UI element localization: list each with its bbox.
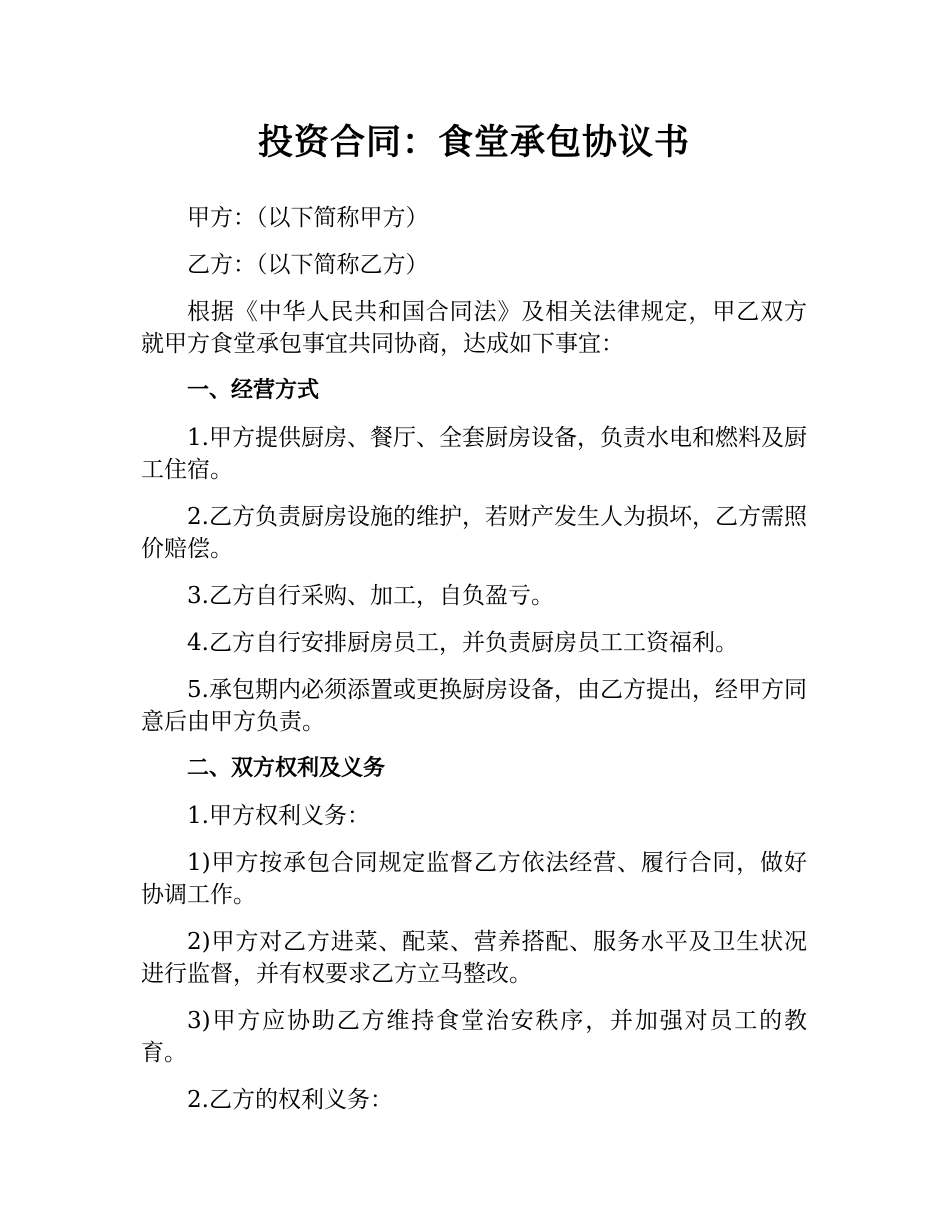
clause-2-1: 1.甲方权利义务： [187,803,370,829]
clause-2-1-1: 1)甲方按承包合同规定监督乙方依法经营、履行合同，做好协调工作。 [141,850,807,908]
section-heading-rights-obligations: 二、双方权利及义务 [187,756,386,781]
preamble-paragraph: 根据《中华人民共和国合同法》及相关法律规定，甲乙双方就甲方食堂承包事宜共同协商，达成如下事宜： [141,299,807,357]
document-body [141,112,807,1131]
clause-1-1: 1.甲方提供厨房、餐厅、全套厨房设备，负责水电和燃料及厨工住宿。 [141,425,807,483]
party-b-line: 乙方：（以下简称乙方） [187,252,429,278]
clause-1-2: 2.乙方负责厨房设施的维护，若财产发生人为损坏，乙方需照价赔偿。 [141,504,807,562]
clause-1-3: 3.乙方自行采购、加工，自负盈亏。 [187,583,554,609]
clause-1-4: 4.乙方自行安排厨房员工，并负责厨房员工工资福利。 [187,630,738,656]
clause-2-1-2: 2)甲方对乙方进菜、配菜、营养搭配、服务水平及卫生状况进行监督，并有权要求乙方立马整改。 [141,929,807,987]
clause-1-5: 5.承包期内必须添置或更换厨房设备，由乙方提出，经甲方同意后由甲方负责。 [141,677,807,735]
document-title: 投资合同：食堂承包协议书 [257,123,690,163]
party-a-line: 甲方：（以下简称甲方） [187,205,429,231]
clause-2-2: 2.乙方的权利义务： [187,1087,393,1113]
section-heading-operation-mode: 一、经营方式 [187,378,320,403]
clause-2-1-3: 3)甲方应协助乙方维持食堂治安秩序，并加强对员工的教育。 [141,1008,807,1066]
